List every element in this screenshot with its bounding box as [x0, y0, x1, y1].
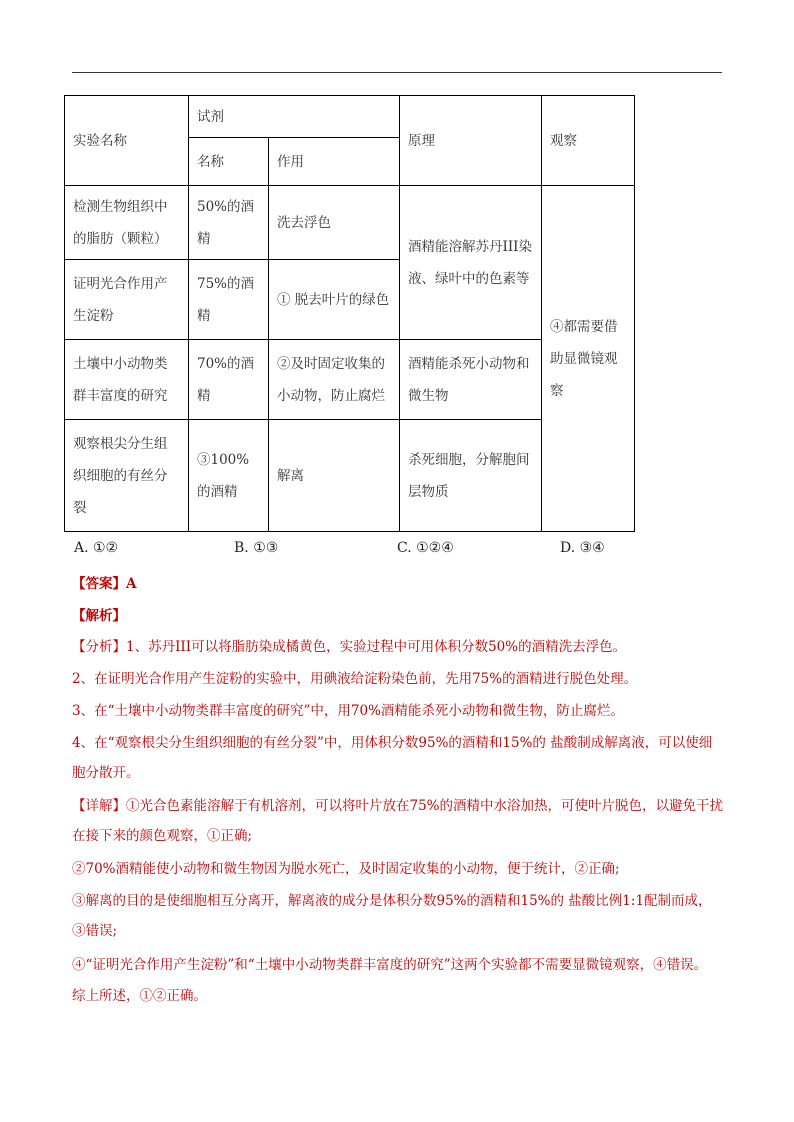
- header-reagent-name: 名称: [189, 138, 269, 186]
- table-row: [65, 186, 635, 260]
- conclusion: 综上所述，①②正确。: [72, 988, 207, 1004]
- cell-principle: 酒精能杀死小动物和微生物: [400, 340, 542, 420]
- detail-point-4: ④“证明光合作用产生淀粉”和“土壤中小动物类群丰富度的研究”这两个实验都不需要显微镜观察，④错误。: [72, 957, 708, 973]
- analysis-title: 【解析】: [72, 608, 126, 624]
- cell-exp: 检测生物组织中的脂肪（颗粒）: [65, 186, 189, 260]
- experiment-table: [64, 95, 635, 532]
- cell-exp: 证明光合作用产生淀粉: [65, 260, 189, 340]
- answer-options: [74, 540, 724, 562]
- header-principle: 原理: [400, 96, 542, 186]
- option-d[interactable]: D. ③④: [560, 540, 605, 556]
- detail-point-3: ③解离的目的是使细胞相互分离开，解离液的成分是体积分数95%的酒精和15%的 盐酸比例1:1配制而成，③错误;: [72, 893, 712, 939]
- cell-reagent: 75%的酒精: [189, 260, 269, 340]
- answer-line: 【答案】A: [72, 576, 137, 592]
- cell-use: 解离: [269, 420, 400, 532]
- option-c[interactable]: C. ①②④: [397, 540, 454, 556]
- cell-reagent: 50%的酒精: [189, 186, 269, 260]
- cell-use: ① 脱去叶片的绿色: [269, 260, 400, 340]
- analysis-point-3: 3、在“土壤中小动物类群丰富度的研究”中，用70%酒精能杀死小动物和微生物，防止腐烂。: [72, 703, 624, 719]
- detail-point-2: ②70%酒精能使小动物和微生物因为脱水死亡，及时固定收集的小动物，便于统计，②正确;: [72, 861, 620, 877]
- cell-reagent: ③100%的酒精: [189, 420, 269, 532]
- cell-use: ②及时固定收集的小动物，防止腐烂: [269, 340, 400, 420]
- header-reagent-use: 作用: [269, 138, 400, 186]
- header-observe: 观察: [542, 96, 635, 186]
- cell-reagent: 70%的酒精: [189, 340, 269, 420]
- header-rule: [72, 72, 722, 73]
- option-b[interactable]: B. ①③: [234, 540, 279, 556]
- cell-observe-merged: ④都需要借助显微镜观察: [542, 186, 635, 532]
- cell-principle: 杀死细胞，分解胞间层物质: [400, 420, 542, 532]
- detail-point-1: 【详解】①光合色素能溶解于有机溶剂，可以将叶片放在75%的酒精中水浴加热，可使叶片脱色，以避免干扰在接下来的颜色观察，①正确;: [72, 798, 724, 844]
- analysis-point-1: 【分析】1、苏丹III可以将脂肪染成橘黄色，实验过程中可用体积分数50%的酒精洗去浮色。: [72, 639, 627, 655]
- header-reagent: 试剂: [189, 96, 400, 138]
- cell-principle-merged: 酒精能溶解苏丹III染液、绿叶中的色素等: [400, 186, 542, 340]
- option-a[interactable]: A. ①②: [74, 540, 119, 556]
- header-exp-name: 实验名称: [65, 96, 189, 186]
- analysis-point-2: 2、在证明光合作用产生淀粉的实验中，用碘液给淀粉染色前，先用75%的酒精进行脱色处理。: [72, 671, 638, 687]
- cell-exp: 观察根尖分生组织细胞的有丝分裂: [65, 420, 189, 532]
- cell-use: 洗去浮色: [269, 186, 400, 260]
- cell-exp: 土壤中小动物类群丰富度的研究: [65, 340, 189, 420]
- analysis-point-4: 4、在“观察根尖分生组织细胞的有丝分裂”中，用体积分数95%的酒精和15%的 盐酸制成解离液，可以使细胞分散开。: [72, 735, 713, 781]
